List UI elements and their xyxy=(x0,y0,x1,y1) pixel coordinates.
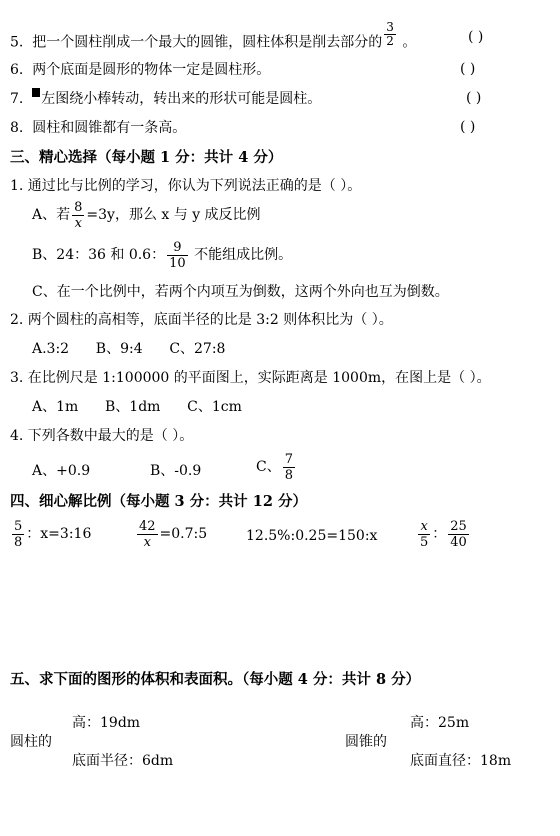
cone-label: 圆锥的 xyxy=(345,734,387,750)
s4-e2-fraction xyxy=(137,519,158,550)
s3-q1-b-frac-den: 10 xyxy=(169,255,186,271)
s4-equation-4 xyxy=(416,517,471,551)
s3-q4-option-b: B、-0.9 xyxy=(150,463,202,479)
s3-q4-c-frac-num: 7 xyxy=(284,451,293,467)
s4-e2-post: =0.7:5 xyxy=(159,526,208,542)
q8-text: 圆柱和圆锥都有一条高。 xyxy=(32,120,187,136)
q5-frac-den: 2 xyxy=(386,34,394,48)
s4-equation-2 xyxy=(135,517,207,551)
s3-q1-a-pre: A、若 xyxy=(32,207,71,223)
stick-figure-icon xyxy=(32,88,40,97)
s3-q2-options: A.3:2 B、9:4 C、27:8 xyxy=(32,341,226,357)
s3-q4-stem: 4. 下列各数中最大的是（ ）。 xyxy=(10,428,194,444)
s4-e4-frac1-num: x xyxy=(418,519,430,535)
s4-e1-frac-den: 8 xyxy=(14,534,23,550)
s4-e4-mid: ： xyxy=(432,526,447,542)
cylinder-label: 圆柱的 xyxy=(10,734,52,750)
q5-answer-paren[interactable]: ( ) xyxy=(468,29,484,45)
s3-q4-option-c xyxy=(256,450,297,484)
s3-q1-option-c: C、在一个比例中，若两个内项互为倒数，这两个外向也互为倒数。 xyxy=(32,284,449,300)
cone-diameter: 底面直径：18m xyxy=(410,753,512,769)
q7-text: 左图绕小棒转动，转出来的形状可能是圆柱。 xyxy=(41,91,322,107)
q5-fraction xyxy=(384,21,396,48)
s4-e4-frac2-den: 40 xyxy=(450,534,467,550)
q7-answer-paren[interactable]: ( ) xyxy=(466,90,482,106)
s3-q1-b-fraction xyxy=(167,240,188,271)
s4-e1-post: ：x=3:16 xyxy=(26,526,92,542)
section5-title: 五、求下面的图形的体积和表面积。（每小题 4 分：共计 8 分） xyxy=(10,671,421,688)
cylinder-height: 高：19dm xyxy=(72,715,141,731)
q5-frac-num: 3 xyxy=(386,20,394,34)
s4-e2-frac-den: x xyxy=(143,534,151,550)
s4-e2-frac-num: 42 xyxy=(139,518,156,534)
s4-e1-frac-num: 5 xyxy=(14,518,23,534)
q7-number: 7. xyxy=(10,91,24,107)
s3-q3-options: A、1m B、1dm C、1cm xyxy=(32,399,242,415)
s3-q4-option-a: A、+0.9 xyxy=(32,463,91,479)
s3-q1-a-frac-den: x xyxy=(74,215,82,231)
s3-q2-stem: 2. 两个圆柱的高相等，底面半径的比是 3:2 则体积比为（ ）。 xyxy=(10,312,393,328)
s3-q1-a-fraction xyxy=(72,200,84,231)
q5-end: 。 xyxy=(402,34,417,51)
judge-q6 xyxy=(10,61,270,79)
q5-text: 把一个圆柱削成一个最大的圆锥，圆柱体积是削去部分的 xyxy=(32,34,383,51)
judge-q7 xyxy=(10,90,321,108)
q8-answer-paren[interactable]: ( ) xyxy=(460,119,476,135)
s4-equation-3: 12.5%:0.25=150:x xyxy=(246,528,378,544)
q6-number: 6. xyxy=(10,62,24,78)
s3-q4-c-frac-den: 8 xyxy=(284,467,293,483)
q5-number: 5. xyxy=(10,34,24,51)
judge-q8 xyxy=(10,119,186,137)
s3-q1-a-frac-num: 8 xyxy=(74,199,83,215)
s3-q1-option-b xyxy=(32,239,292,271)
s4-e4-frac2-num: 25 xyxy=(450,518,467,534)
s3-q3-stem: 3. 在比例尺是 1:100000 的平面图上，实际距离是 1000m，在图上是（ ）。 xyxy=(10,370,491,386)
s3-q4-c-pre: C、 xyxy=(256,459,281,475)
s3-q1-b-pre: B、24：36 和 0.6： xyxy=(32,247,166,263)
s4-equation-1 xyxy=(10,517,91,551)
section4-title: 四、细心解比例（每小题 3 分：共计 12 分） xyxy=(10,493,307,510)
q8-number: 8. xyxy=(10,120,24,136)
judge-q5 xyxy=(10,20,417,56)
s4-e1-fraction xyxy=(12,519,24,550)
q6-answer-paren[interactable]: ( ) xyxy=(460,61,476,77)
s3-q1-b-frac-num: 9 xyxy=(167,240,188,256)
cylinder-radius: 底面半径：6dm xyxy=(72,753,174,769)
s3-q4-c-fraction xyxy=(283,452,295,483)
q6-text: 两个底面是圆形的物体一定是圆柱形。 xyxy=(32,62,271,78)
s3-q1-a-post: =3y，那么 x 与 y 成反比例 xyxy=(86,207,261,223)
s4-e4-fraction-1 xyxy=(418,519,430,550)
cone-height: 高：25m xyxy=(410,715,470,731)
section3-title: 三、精心选择（每小题 1 分：共计 4 分） xyxy=(10,149,283,166)
s3-q1-stem: 1. 通过比与比例的学习，你认为下列说法正确的是（ ）。 xyxy=(10,178,362,194)
s4-e4-frac1-den: 5 xyxy=(420,534,429,550)
s3-q1-option-a xyxy=(32,199,261,231)
s3-q1-b-post: 不能组成比例。 xyxy=(189,247,293,263)
s4-e4-fraction-2 xyxy=(448,519,469,550)
